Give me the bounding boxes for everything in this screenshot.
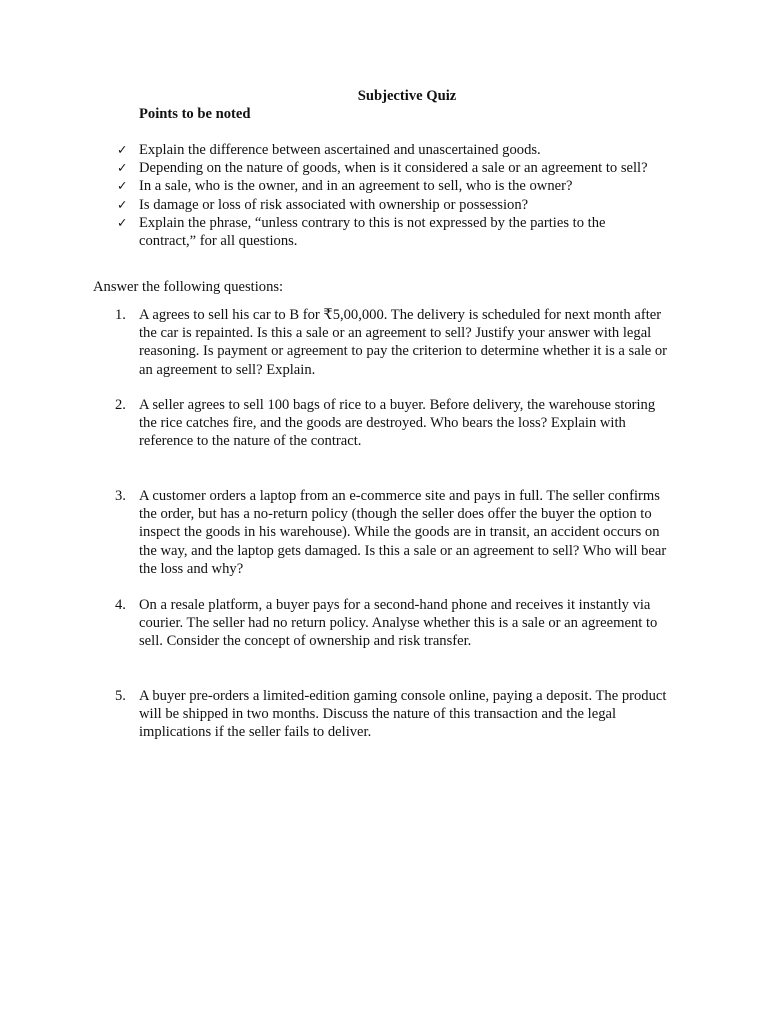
question-text: A customer orders a laptop from an e-commerce site and pays in full. The seller confirms the order, but has a no-return policy (though the seller does offer the buyer the option to inspect the goods in his warehouse). While the goods are in transit, an accident occurs on the way, and the laptop gets damaged. Is this a sale or an agreement to sell? Who will bear the loss and why? bbox=[139, 488, 667, 577]
points-heading: Points to be noted bbox=[139, 106, 251, 122]
question-number: 5. bbox=[115, 688, 126, 704]
page-title: Subjective Quiz bbox=[357, 88, 457, 104]
check-icon: ✓ bbox=[117, 160, 128, 176]
instruction-text: Answer the following questions: bbox=[93, 279, 284, 295]
question-number: 2. bbox=[115, 397, 126, 413]
list-item bbox=[115, 214, 655, 250]
question-number: 4. bbox=[115, 597, 126, 613]
list-item bbox=[115, 159, 655, 177]
points-list bbox=[115, 141, 655, 250]
question-text: A seller agrees to sell 100 bags of rice to a buyer. Before delivery, the warehouse storing the rice catches fire, and the goods are destroyed. Who bears the loss? Explain with reference to the nature of the contract. bbox=[139, 397, 656, 450]
check-icon: ✓ bbox=[117, 196, 128, 212]
question-text: A agrees to sell his car to B for ₹5,00,000. The delivery is scheduled for next month after the car is repainted. Is this a sale or an agreement to sell? Justify your answer with legal reasoning. Is payment or agreement to pay the criterion to determine whether it is a sale or an agreement to sell? Explain. bbox=[139, 307, 668, 378]
question-number: 3. bbox=[115, 488, 126, 504]
point-text: Explain the phrase, “unless contrary to this is not expressed by the parties to the contract,” for all questions. bbox=[139, 214, 606, 250]
question-text: On a resale platform, a buyer pays for a second-hand phone and receives it instantly via courier. The seller had no return policy. Analyse whether this is a sale or an agreement to sell. Consider the concept of ownership and risk transfer. bbox=[139, 597, 658, 650]
check-icon: ✓ bbox=[117, 214, 128, 230]
check-icon: ✓ bbox=[117, 178, 128, 194]
point-text: In a sale, who is the owner, and in an agreement to sell, who is the owner? bbox=[139, 178, 573, 195]
point-text: Depending on the nature of goods, when is it considered a sale or an agreement to sell? bbox=[139, 160, 648, 177]
list-item bbox=[115, 196, 655, 214]
list-item bbox=[115, 141, 655, 159]
point-text: Explain the difference between ascertained and unascertained goods. bbox=[139, 142, 541, 158]
question-text: A buyer pre-orders a limited-edition gaming console online, paying a deposit. The product will be shipped in two months. Discuss the nature of this transaction and the legal implications if the seller fails to deliver. bbox=[139, 688, 667, 741]
check-icon: ✓ bbox=[117, 142, 128, 157]
point-text: Is damage or loss of risk associated with ownership or possession? bbox=[139, 196, 529, 213]
list-item bbox=[115, 177, 655, 195]
question-number: 1. bbox=[115, 307, 126, 323]
